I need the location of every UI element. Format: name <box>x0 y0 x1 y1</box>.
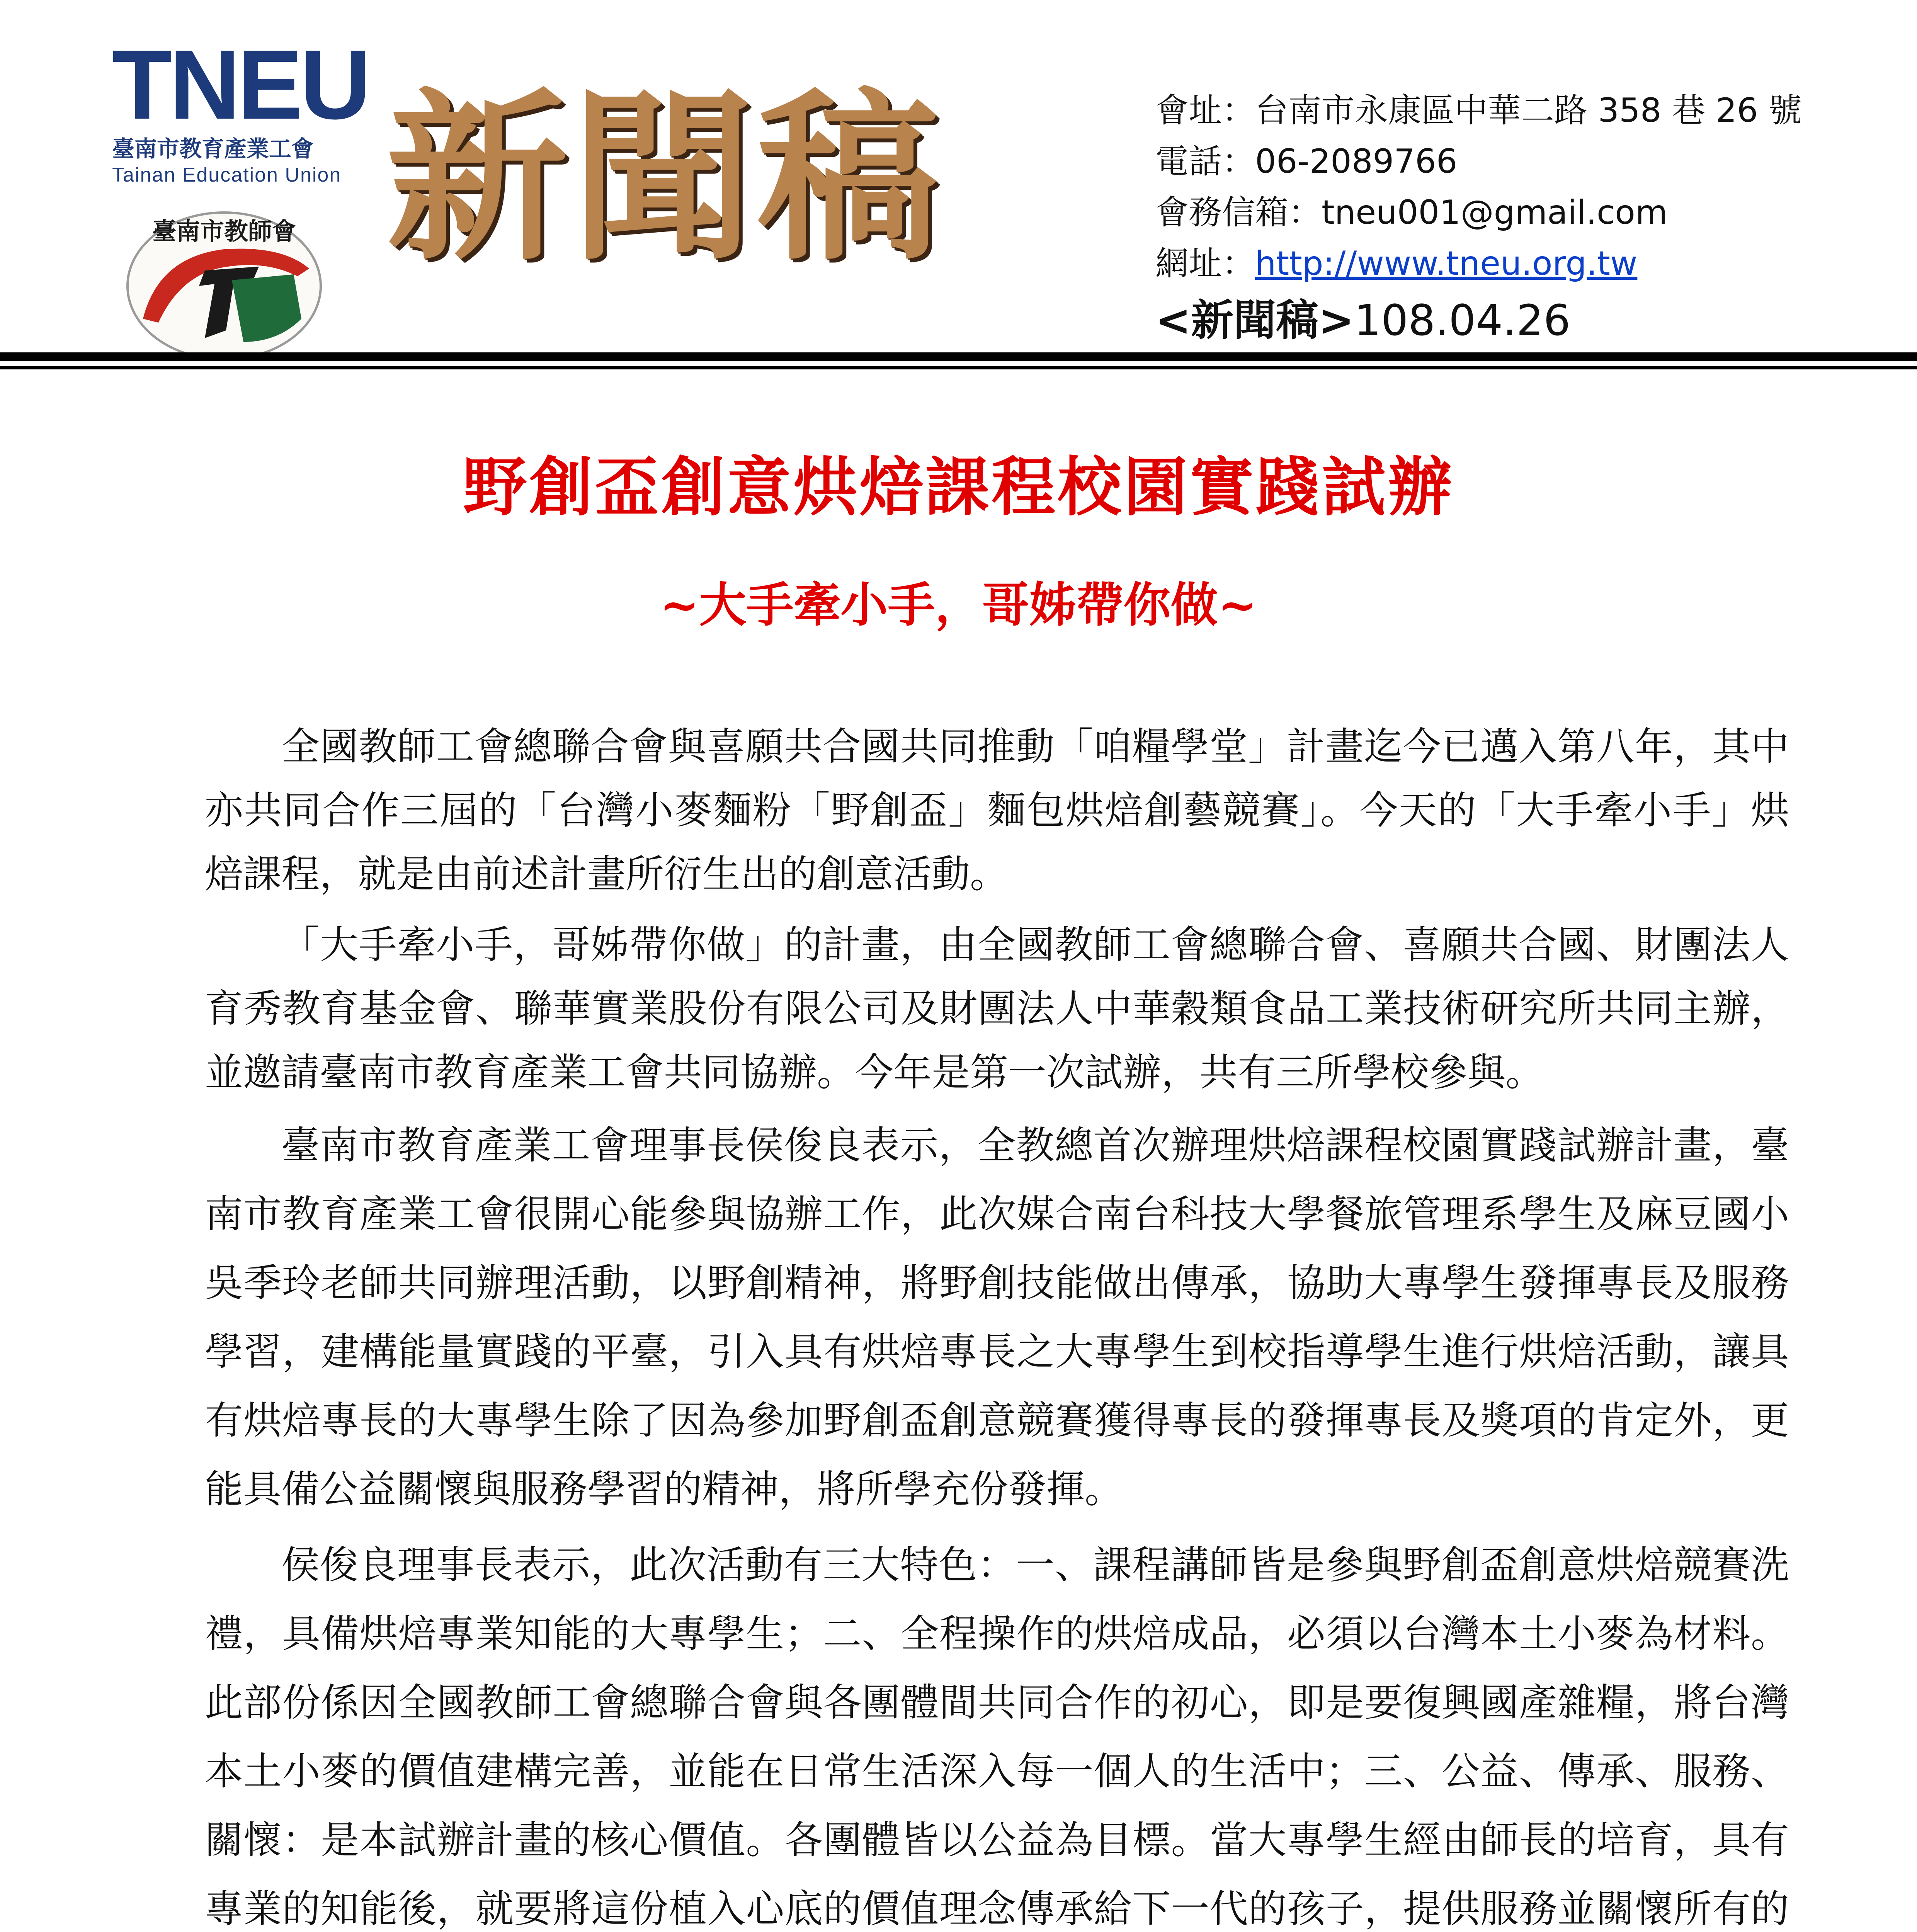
paragraph-3: 臺南市教育產業工會理事長侯俊良表示，全教總首次辦理烘焙課程校園實踐試辦計畫，臺南市教育產業工會很開心能參與協辦工作，此次媒合南台科技大學餐旅管理系學生及麻豆國小吳季玲老師共同辦理活動，以野創精神，將野創技能做出傳承，協助大專學生發揮專長及服務學習，建構能量實踐的平臺，引入具有烘焙專長之大專學生到校指導學生進行烘焙活動，讓具有烘焙專長的大專學生除了因為參加野創盃創意競賽獲得專長的發揮專長及獎項的肯定外，更能具備公益關懷與服務學習的精神，將所學充份發揮。 <box>205 1123 1789 1512</box>
website-label: 網址： <box>1155 244 1255 283</box>
union-logo <box>112 30 368 338</box>
release-date: 108.04.26 <box>1354 296 1571 345</box>
release-line <box>1155 291 1890 349</box>
contact-info <box>1155 85 1890 349</box>
paragraph-2: 「大手牽小手，哥姊帶你做」的計畫，由全國教師工會總聯合會、喜願共合國、財團法人育秀教育基金會、聯華實業股份有限公司及財團法人中華穀類食品工業技術研究所共同主辦，並邀請臺南市教育產業工會共同協辦。今年是第一次試辦，共有三所學校參與。 <box>205 923 1789 1095</box>
release-tag: <新聞稿> <box>1155 296 1354 345</box>
subheadline: ~大手牽小手，哥姊帶你做~ <box>660 577 1257 633</box>
email: 會務信箱：tneu001@gmail.com <box>1155 193 1668 232</box>
teachers-association-seal <box>116 203 332 365</box>
website-link[interactable]: http://www.tneu.org.tw <box>1255 244 1638 283</box>
paragraph-1: 全國教師工會總聯合會與喜願共合國共同推動「咱糧學堂」計畫迄今已邁入第八年，其中亦共同合作三屆的「台灣小麥麵粉「野創盃」麵包烘焙創藝競賽」。今天的「大手牽小手」烘焙課程，就是由前述計畫所衍生出的創意活動。 <box>205 724 1789 896</box>
logo-acronym: TNEU <box>112 30 368 140</box>
article-body <box>205 715 1789 1932</box>
logo-name-en: Tainan Education Union <box>112 164 342 186</box>
phone: 電話：06-2089766 <box>1155 142 1458 181</box>
masthead-title: 新聞稿 <box>386 71 943 284</box>
header-rule-thick <box>0 352 1917 361</box>
address: 會址：台南市永康區中華二路 358 巷 26 號 <box>1155 91 1802 130</box>
website-row <box>1155 238 1890 289</box>
headline: 野創盃創意烘焙課程校園實踐試辦 <box>463 449 1454 524</box>
logo-name-zh: 臺南市教育產業工會 <box>112 136 314 162</box>
header-rule-thin <box>0 366 1917 369</box>
paragraph-4: 侯俊良理事長表示，此次活動有三大特色：一、課程講師皆是參與野創盃創意烘焙競賽洗禮，具備烘焙專業知能的大專學生；二、全程操作的烘焙成品，必須以台灣本土小麥為材料。此部份係因全國教師工會總聯合會與各團體間共同合作的初心，即是要復興國產雜糧，將台灣本土小麥的價值建構完善，並能在日常生活深入每一個人的生活中；三、公益、傳承、服務、關懷：是本試辦計畫的核心價值。各團體皆以公益為目標。當大專學生經由師長的培育，具有專業的知能後，就要將這份植入心底的價值理念傳承給下一代的孩子，提供服務並關懷所有的 <box>205 1543 1789 1931</box>
seal-text: 臺南市教師會 <box>152 217 296 245</box>
